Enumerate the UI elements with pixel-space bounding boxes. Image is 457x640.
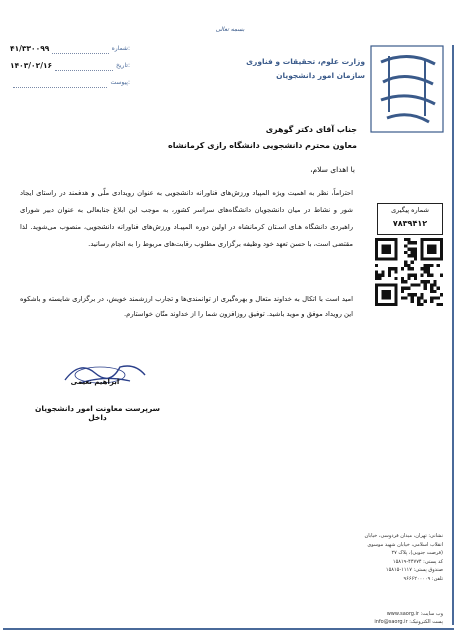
header-invocation: بسمه تعالی — [215, 26, 245, 33]
letter-meta — [10, 40, 130, 91]
body-paragraph-1: احتراماً، نظر به اهمیت ویژه المپیاد ورزش‌های فناورانه دانشجویی به عنوان رویدادی ملّی و هدفمند در راستای ایجاد شور و نشاط در میان دانشجویان دانشگاه‌های سراسر کشور، به موجب این ابلاغ جنابعالی به عنوان دبیر شورای راهبردی دانشگاه هـای اسـتان کرمانشاه در اولین دوره المپیـاد ورزش‌های فناورانه دانشجویی، منصوب می‌شوید. لذا مقتضی است، با حسن تعهد خود وظیفه برگزاری مطلوب رقابت‌های مربوط را به انجام رسانید. — [20, 189, 353, 248]
ministry-name: وزارت علوم، تحقیقات و فناوری — [246, 57, 365, 66]
meta-attachment-row — [10, 74, 130, 91]
organization-logo — [369, 42, 447, 137]
ministry-block — [195, 55, 365, 83]
date-label: تاریخ: — [116, 62, 130, 69]
tracking-label: شماره پیگیری — [391, 206, 429, 214]
meta-divider — [55, 70, 113, 71]
footer-phone: تلفن: ۹۶۶۶۲۰۰۰۰۹ — [403, 575, 443, 582]
recipient-name: جناب آقای دکتر گوهری — [265, 125, 357, 134]
meta-number-row — [10, 40, 130, 57]
greeting: با اهدای سلام، — [310, 165, 355, 174]
meta-date-row — [10, 57, 130, 74]
letter-date: ۱۴۰۳/۰۲/۱۶ — [10, 61, 53, 70]
footer-postal: کد پستی: ۴۴۷۷۴-۱۵۸۱۹ — [392, 558, 443, 565]
footer-pobox: صندوق پستی: ۱۱۱۷-۱۵۸۱۵ — [385, 567, 443, 573]
signatory-title: سرپرست معاونت امور دانشجویان داخل — [34, 404, 161, 422]
organization-name: سازمان امور دانشجویان — [276, 71, 365, 80]
bottom-border-line — [3, 628, 454, 630]
letter-number: ۴۱/۳۳۰۰۹۹ — [10, 44, 50, 53]
qr-code — [375, 238, 443, 306]
tracking-number: ۷۸۳۹۴۱۲ — [392, 219, 428, 228]
footer-address-block — [351, 532, 443, 583]
tracking-box — [377, 203, 443, 235]
recipient-block — [57, 122, 357, 154]
attachment-label: پیوست: — [110, 79, 130, 86]
footer-website[interactable]: www.saorg.ir :وب سایت — [386, 611, 443, 617]
footer-address: نشانی: تهران، میدان فردوسی، خیابان انقلاب اسلامی، خیابان شهید موسوی (فرصت جنوبی)، پلاک ۲۷ — [364, 533, 443, 556]
signatory-name: ابراهیم نعیمی — [70, 378, 120, 386]
meta-divider — [13, 87, 107, 88]
body-paragraph-2: امید است با اتکال به خداوند متعال و بهره‌گیری از توانمندی‌ها و تجارب ارزشمند خویش، در برگزاری شایسته و باشکوه این رویداد موفق و موید باشید. توفیق روزافزون شما را از خداوند منّان خواستارم. — [20, 295, 353, 318]
number-label: شماره: — [111, 45, 130, 52]
meta-divider — [52, 53, 108, 54]
right-border-line — [452, 45, 454, 625]
footer-web-block — [333, 610, 443, 626]
footer-email[interactable]: info@saorg.ir :پست الکترونیک — [374, 619, 443, 625]
recipient-title: معاون محترم دانشجویی دانشگاه رازی کرمانشاه — [167, 141, 357, 150]
